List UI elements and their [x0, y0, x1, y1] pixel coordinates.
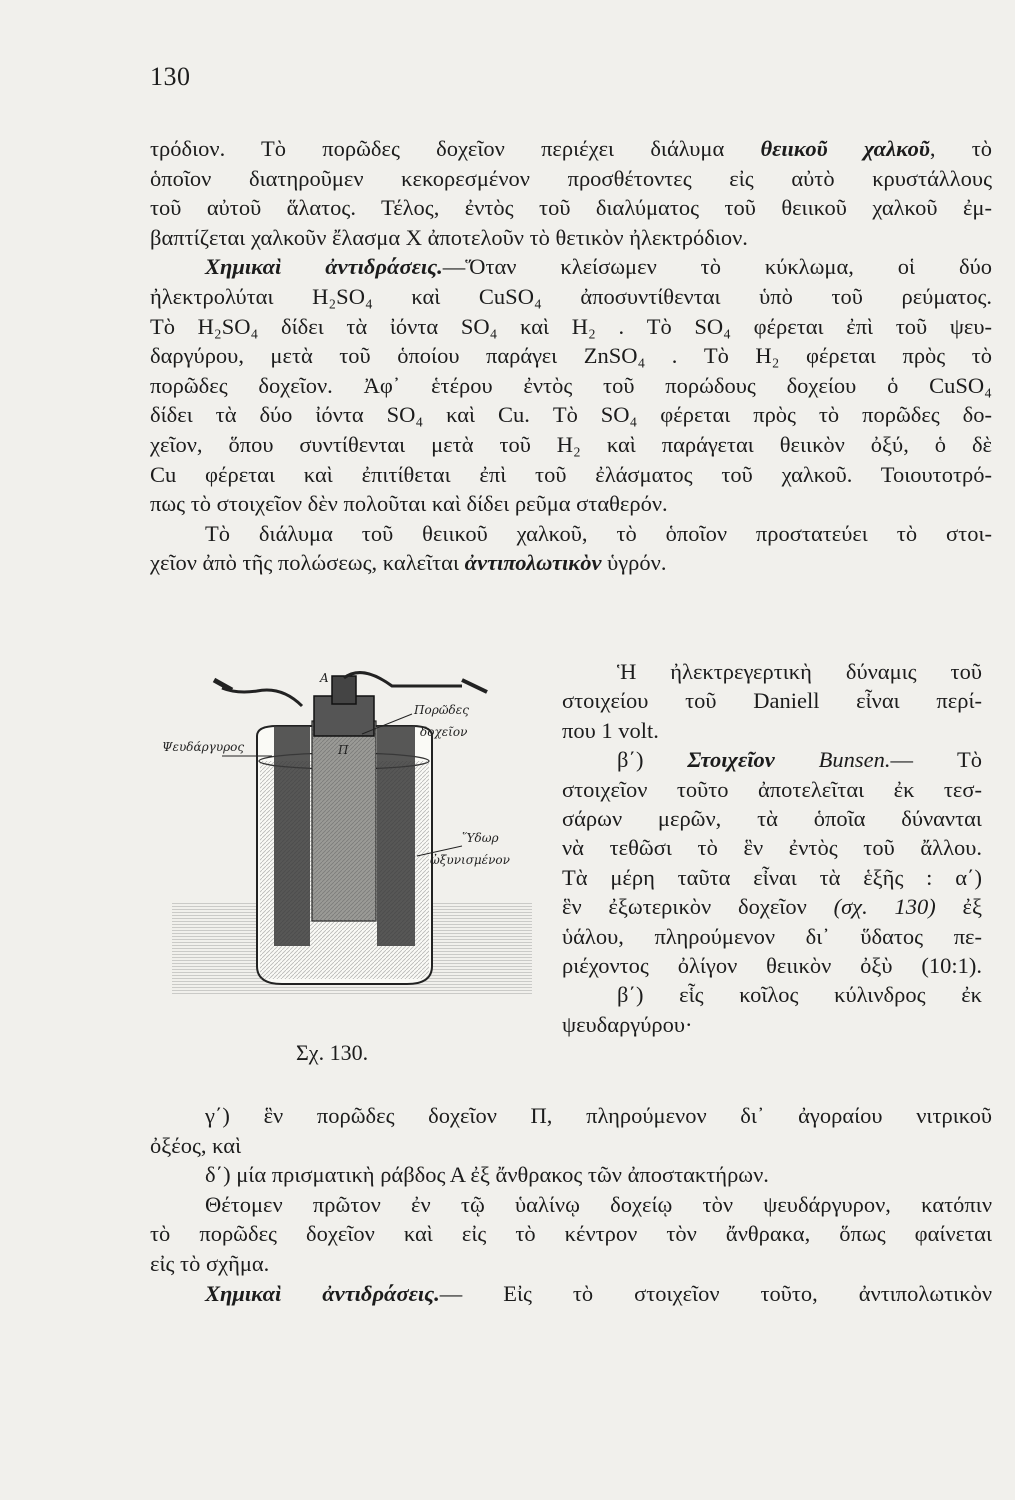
text-run: ὁποῖον διατηροῦμεν κεκορεσμένον προσθέτοντες εἰς αὐτὸ κρυστάλλους — [150, 165, 992, 191]
text-run: πορῶδες δοχεῖον. Ἀφ᾽ ἑτέρου ἐντὸς τοῦ πορώδους δοχείου ὁ CuSO₄ — [150, 372, 992, 398]
text-line — [150, 341, 992, 371]
figure-caption: Σχ. 130. — [296, 1040, 369, 1065]
text-line — [150, 164, 992, 194]
text-line — [150, 223, 992, 253]
paragraph-assembly — [150, 1190, 992, 1279]
text-run: τὸ πορῶδες δοχεῖον καὶ εἰς τὸ κέντρον τὸν ἄνθρακα, ὅπως φαίνεται — [150, 1221, 992, 1247]
text-line — [150, 134, 992, 164]
text-line — [150, 1131, 992, 1161]
text-run: που 1 volt. — [562, 717, 659, 743]
text-run: χεῖον ἀπὸ τῆς πολώσεως, καλεῖται — [150, 550, 465, 576]
text-line — [562, 745, 982, 774]
text-run: Τὸ H₂SO₄ δίδει τὰ ἰόντα SO₄ καὶ H₂ . Τὸ SO₄ φέρεται ἐπὶ τοῦ ψευ- — [150, 313, 992, 339]
text-run: Cu φέρεται καὶ ἐπιτίθεται ἐπὶ τοῦ ἐλάσματος τοῦ χαλκοῦ. Τοιουτοτρό- — [150, 461, 992, 487]
text-line — [150, 400, 992, 430]
top-text-block — [150, 134, 992, 578]
right-column-text — [562, 657, 982, 1039]
text-line — [150, 193, 992, 223]
text-run: ριέχοντος ὀλίγον θειικὸν ὀξὺ (10:1). — [562, 953, 982, 979]
text-line — [150, 430, 992, 460]
emphasis-term: Χημικαὶ ἀντιδράσεις. — [205, 1280, 440, 1306]
text-line — [562, 657, 982, 686]
paragraph-porous-vessel — [150, 1101, 992, 1160]
emphasis-term: Χημικαὶ ἀντιδράσεις. — [205, 254, 443, 280]
paragraph-depolarizer — [150, 519, 992, 578]
text-run: βαπτίζεται χαλκοῦν ἔλασμα Χ ἀποτελοῦν τὸ θετικὸν ἠλεκτρόδιον. — [150, 224, 748, 250]
page-number: 130 — [150, 62, 191, 91]
italic-term: (σχ. 130) — [833, 894, 936, 920]
text-line — [150, 460, 992, 490]
text-run: ἐξ — [935, 894, 983, 920]
text-run: εἰς τὸ σχῆμα. — [150, 1250, 270, 1276]
text-line — [562, 804, 982, 833]
text-line — [562, 775, 982, 804]
text-run: β΄) εἷς κοῖλος κύλινδρος ἐκ — [617, 982, 982, 1008]
label-acidified: ὠξυνισμένον — [430, 853, 510, 867]
paragraph-cathode-description — [150, 134, 992, 252]
emphasis-term: θειικοῦ χαλκοῦ — [760, 136, 930, 161]
text-run: —Ὅταν κλείσωμεν τὸ κύκλωμα, οἱ δύο — [442, 254, 992, 280]
text-line — [562, 892, 982, 921]
text-line — [562, 922, 982, 951]
text-line — [150, 519, 992, 549]
text-line — [150, 371, 992, 401]
text-line — [150, 282, 992, 312]
text-line — [150, 489, 992, 519]
paragraph-chemical-reactions-bunsen — [150, 1279, 992, 1309]
paragraph-carbon-rod — [150, 1160, 992, 1190]
text-run: ἓν ἐξωτερικὸν δοχεῖον — [562, 894, 834, 920]
emphasis-term: Στοιχεῖον — [687, 747, 775, 773]
text-run — [775, 747, 819, 772]
paragraph-daniell-emf — [562, 657, 982, 1039]
emphasis-term: ἀντιπολωτικὸν — [464, 550, 602, 576]
label-zinc: Ψευδάργυρος — [162, 740, 245, 754]
label-porous-pot-pi: Π — [338, 743, 349, 757]
text-line — [150, 1160, 992, 1190]
text-line — [562, 980, 982, 1009]
text-line — [562, 951, 982, 980]
text-line — [150, 252, 992, 282]
text-line — [150, 1219, 992, 1249]
text-run: τρόδιον. Τὸ πορῶδες δοχεῖον περιέχει διάλυμα — [150, 136, 761, 161]
text-run: ψευδαργύρου· — [562, 1011, 693, 1037]
italic-term: Bunsen. — [818, 747, 891, 773]
text-run: Ἡ ἠλεκτρεγερτικὴ δύναμις τοῦ — [617, 659, 982, 684]
text-run: δαργύρου, μετὰ τοῦ ὁποίου παράγει ZnSO₄ . Τὸ H₂ φέρεται πρὸς τὸ — [150, 343, 992, 369]
text-run: ὑγρόν. — [601, 550, 667, 576]
text-run: στοιχεῖον τοῦτο ἀποτελεῖται ἐκ τεσ- — [562, 776, 982, 802]
bunsen-cell-illustration — [162, 666, 547, 1016]
text-line — [150, 548, 992, 578]
text-line — [562, 686, 982, 715]
label-porous: Πορῶδες — [414, 703, 469, 717]
text-line — [150, 1249, 992, 1279]
text-line — [150, 1190, 992, 1220]
text-run: — Τὸ — [890, 747, 983, 773]
text-run: Τὰ μέρη ταῦτα εἶναι τὰ ἑξῆς : α΄) — [562, 864, 982, 890]
text-line — [150, 1101, 992, 1131]
text-run: , τὸ — [929, 136, 992, 161]
text-run: σάρων μερῶν, τὰ ὁποῖα δύνανται — [562, 806, 982, 832]
text-run: γ΄) ἓν πορῶδες δοχεῖον Π, πληρούμενον δι᾽ ἀγοραίου νιτρικοῦ — [205, 1103, 992, 1128]
text-run: δίδει τὰ δύο ἰόντα SO₄ καὶ Cu. Τὸ SO₄ φέρεται πρὸς τὸ πορῶδες δο- — [150, 402, 992, 428]
figure-bunsen-cell — [162, 666, 547, 1016]
text-run: ὀξέος, καὶ — [150, 1132, 242, 1158]
text-run: δ΄) μία πρισματικὴ ράβδος Α ἐξ ἄνθρακος τῶν ἀποστακτήρων. — [205, 1162, 769, 1188]
text-line — [562, 863, 982, 892]
paragraph-chemical-reactions — [150, 252, 992, 518]
text-run: στοιχείου τοῦ Daniell εἶναι περί- — [562, 688, 982, 714]
text-run: Θέτομεν πρῶτον ἐν τῷ ὑαλίνῳ δοχείῳ τὸν ψευδάργυρον, κατόπιν — [205, 1191, 992, 1217]
text-line — [562, 716, 982, 745]
text-run: νὰ τεθῶσι τὸ ἓν ἐντὸς τοῦ ἄλλου. — [562, 835, 982, 861]
text-run: ὑάλου, πληρούμενον δι᾽ ὕδατος πε- — [562, 923, 982, 949]
text-run: Τὸ διάλυμα τοῦ θειικοῦ χαλκοῦ, τὸ ὁποῖον προστατεύει τὸ στοι- — [205, 520, 992, 546]
text-line — [150, 1279, 992, 1309]
text-line — [562, 1010, 982, 1039]
bottom-text-block — [150, 1101, 992, 1308]
text-run: τοῦ αὐτοῦ ἅλατος. Τέλος, ἐντὸς τοῦ διαλύματος τοῦ θειικοῦ χαλκοῦ ἐμ- — [150, 195, 992, 221]
text-run: ἠλεκτρολύται H₂SO₄ καὶ CuSO₄ ἀποσυντίθενται ὑπὸ τοῦ ρεύματος. — [150, 283, 992, 309]
text-run: β΄) — [617, 747, 688, 773]
text-line — [562, 833, 982, 862]
label-water: Ὕδωρ — [462, 831, 499, 845]
text-run: πως τὸ στοιχεῖον δὲν πολοῦται καὶ δίδει ρεῦμα σταθερόν. — [150, 491, 668, 517]
label-vessel: δοχεῖον — [420, 725, 468, 739]
text-run: — Εἰς τὸ στοιχεῖον τοῦτο, ἀντιπολωτικὸν — [439, 1280, 992, 1306]
text-line — [150, 312, 992, 342]
label-carbon-rod: A — [320, 671, 329, 685]
text-run: χεῖον, ὅπου συντίθενται μετὰ τοῦ H₂ καὶ παράγεται θειικὸν ὀξύ, ὁ δὲ — [150, 431, 992, 457]
